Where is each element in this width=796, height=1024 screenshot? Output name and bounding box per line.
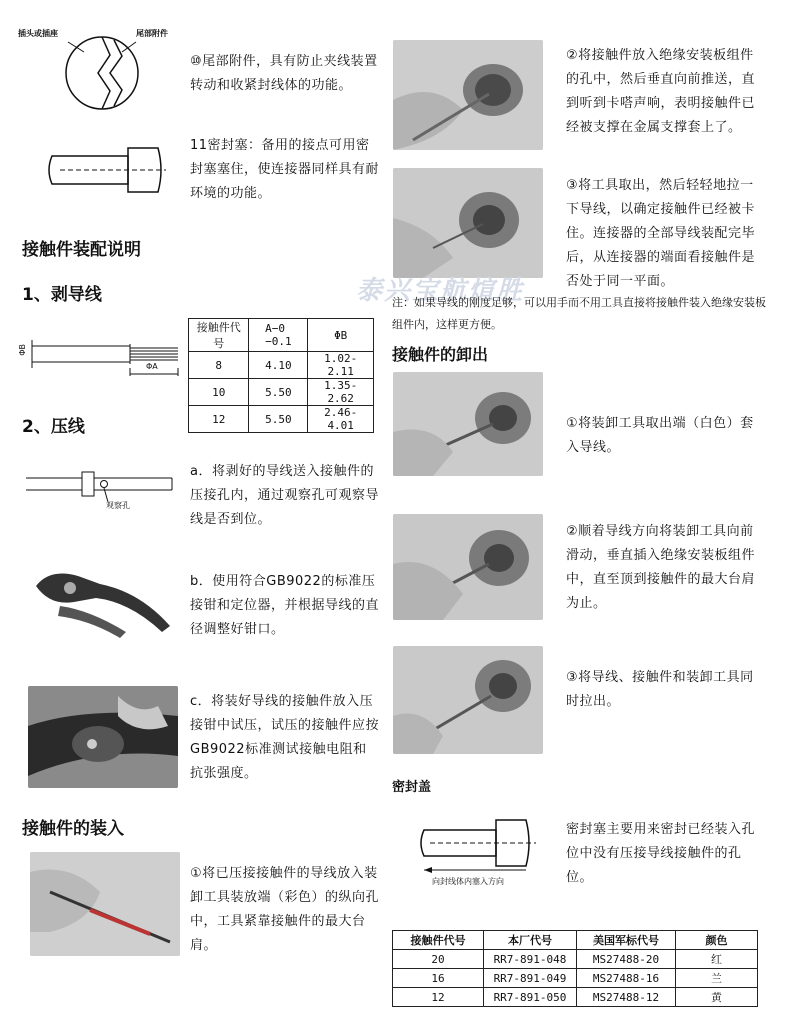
remove-step1-text: ①将装卸工具取出端（白色）套入导线。	[566, 416, 754, 455]
insert-direction-label: 向封线体内塞入方向	[432, 877, 504, 886]
watermark: 泰兴宝航煊胜	[356, 276, 525, 306]
tail-label: 尾部附件	[136, 29, 168, 38]
tail-description: ⑩尾部附件，具有防止夹线装置转动和收紧封线体的功能。	[190, 54, 378, 93]
crimp-step-a: a．将剥好的导线送入接触件的压接孔内，通过观察孔可观察导线是否到位。	[190, 464, 380, 527]
strip-dimension-table	[188, 318, 374, 433]
table-row: 16 RR7-891-049 MS27488-16 兰	[393, 969, 758, 988]
crimp-contact-figure	[22, 468, 182, 516]
plug-socket-label: 插头或插座	[18, 29, 58, 38]
seal-cap-figure	[410, 812, 540, 892]
crimp-step-c: c．将装好导线的接触件放入压接钳中试压，试压的接触件应按GB9022标准测试接触电阻和抗张强度。	[190, 694, 380, 781]
remove-step3-photo	[393, 646, 543, 754]
inspection-hole-label: 观察孔	[106, 501, 130, 510]
table-row: 12 RR7-891-050 MS27488-12 黄	[393, 988, 758, 1007]
table-row: 8 4.10 1.02-2.11	[189, 352, 374, 379]
remove-step2-photo	[393, 514, 543, 620]
seal-cap-description: 密封塞主要用来密封已经装入孔位中没有压接导线接触件的孔位。	[566, 822, 756, 885]
table-header: 接触件代号	[189, 319, 249, 352]
table-header: A−0 −0.1	[249, 319, 308, 352]
table-header: 颜色	[676, 931, 758, 950]
insert-step3-photo	[393, 168, 543, 278]
remove-step1-photo	[393, 372, 543, 476]
crimp-trial-photo	[28, 686, 178, 788]
tail-attachment-figure	[18, 28, 188, 110]
insert-step3-text: ③将工具取出，然后轻轻地拉一下导线，以确定接触件已经被卡住。连接器的全部导线装配完毕后，从连接器的端面看接触件是否处于同一平面。	[566, 178, 756, 289]
table-row: 20 RR7-891-048 MS27488-20 红	[393, 950, 758, 969]
insert-note: 注：如果导线的刚度足够，可以用手而不用工具直接将接触件装入绝缘安装板组件内，这样更方便。	[392, 296, 766, 331]
seal-plug-figure	[40, 140, 170, 200]
remove-step2-text: ②顺着导线方向将装卸工具向前滑动，垂直插入绝缘安装板组件中，直至顶到接触件的最大台肩为止。	[566, 524, 756, 611]
strip-a-label: ΦA	[146, 362, 158, 371]
insert-step2-text: ②将接触件放入绝缘安装板组件的孔中，然后垂直向前推送，直到听到卡嗒声响，表明接触件已经被支撑在金属支撑套上了。	[566, 48, 756, 135]
table-row: 12 5.50 2.46-4.01	[189, 406, 374, 433]
step1-title: 1、剥导线	[22, 285, 102, 305]
insert-step1-photo	[30, 852, 180, 956]
table-header: 本厂代号	[484, 931, 577, 950]
table-header: ΦB	[308, 319, 374, 352]
step2-title: 2、压线	[22, 417, 85, 437]
section-title-insert: 接触件的装入	[22, 819, 124, 839]
crimp-tool-photo	[30, 562, 180, 642]
seal-plug-description: 11密封塞：备用的接点可用密封塞塞住，使连接器同样具有耐环境的功能。	[190, 138, 380, 201]
section-title-seal-cap: 密封盖	[392, 780, 432, 795]
insert-step2-photo	[393, 40, 543, 150]
section-title-remove: 接触件的卸出	[392, 345, 489, 364]
insert-step1-text: ①将已压接接触件的导线放入装卸工具装放端（彩色）的纵向孔中，工具紧靠接触件的最大台肩。	[190, 866, 380, 953]
table-row: 10 5.50 1.35-2.62	[189, 379, 374, 406]
seal-cap-table	[392, 930, 758, 1007]
table-header: 美国军标代号	[577, 931, 676, 950]
strip-b-label: ΦB	[18, 344, 27, 356]
table-header: 接触件代号	[393, 931, 484, 950]
remove-step3-text: ③将导线、接触件和装卸工具同时拉出。	[566, 670, 754, 709]
crimp-step-b: b．使用符合GB9022的标准压接钳和定位器，并根据导线的直径调整好钳口。	[190, 574, 380, 637]
strip-wire-figure	[18, 336, 184, 380]
section-title-assembly: 接触件装配说明	[22, 240, 141, 260]
